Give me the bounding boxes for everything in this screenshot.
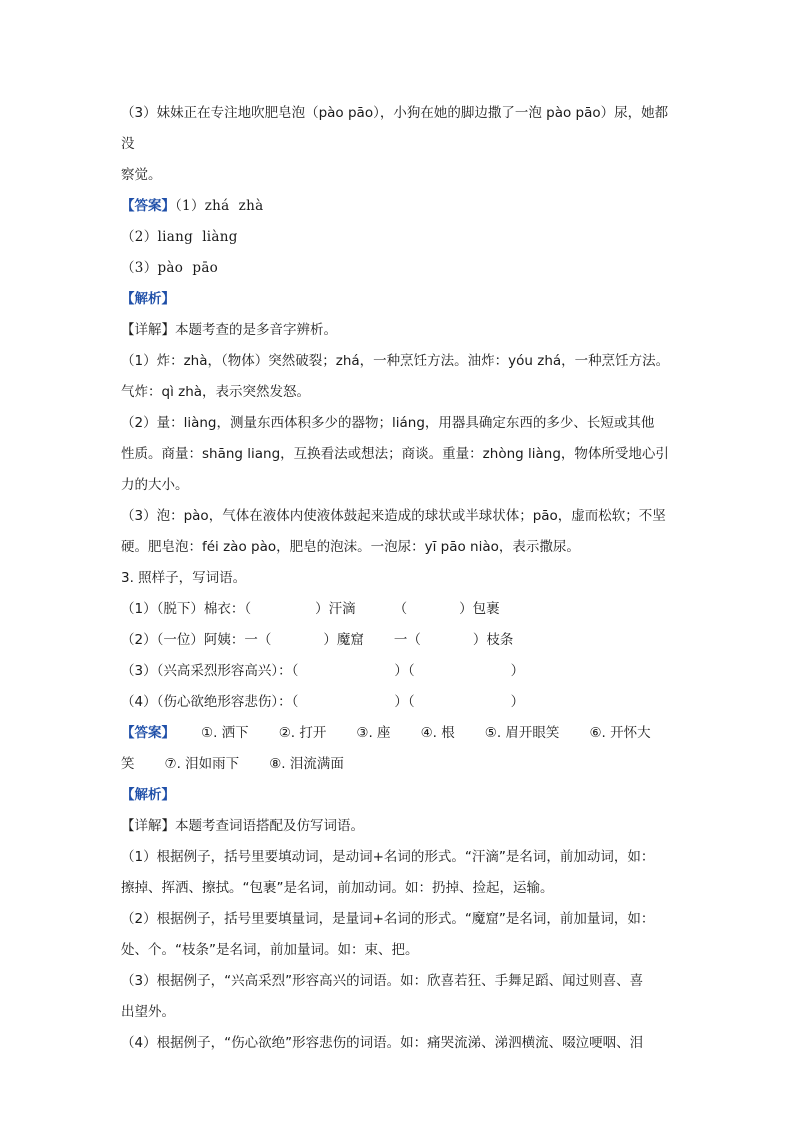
question-2-item-3-line-1: （3）妹妹正在专注地吹肥皂泡（pào pāo），小狗在她的脚边撒了一泡 pào pāo）尿，她都没 xyxy=(121,105,669,152)
analysis-1-p1a: （1）炸：zhà，（物体）突然破裂；zhá，一种烹饪方法。油炸：yóu zhá，一种烹饪方法。 xyxy=(121,353,670,369)
question-3-row-1 xyxy=(121,594,677,625)
answer-3-item: ⑦. 泪如雨下 xyxy=(164,756,240,772)
answer-3-item: ⑤. 眉开眼笑 xyxy=(484,725,560,741)
answer-1-line-1: （1）zhá zhà xyxy=(175,198,264,214)
analysis-1-p3b: 硬。肥皂泡：féi zào pào，肥皂的泡沫。一泡尿：yī pāo niào，表示撒尿。 xyxy=(121,539,580,555)
analysis-1-detail xyxy=(121,315,677,346)
answer-3-item: ③. 座 xyxy=(356,725,391,741)
answer-1-heading xyxy=(121,191,677,222)
analysis-3-p1b: 擦掉、挥洒、擦拭。“包裹”是名词，前加动词。如：扔掉、捡起，运输。 xyxy=(121,880,554,896)
answer-3-item: ②. 打开 xyxy=(278,725,327,741)
analysis-1-p2a: （2）量：liàng，测量东西体积多少的器物；liáng，用器具确定东西的多少、长短或其他 xyxy=(121,415,655,431)
document-content xyxy=(121,98,677,1059)
row-2-open2: 一（ xyxy=(393,632,421,648)
row-4-label: （4）（伤心欲绝形容悲伤）：（ xyxy=(121,694,299,710)
row-1-label: （1）（脱下）棉衣：（ xyxy=(121,601,252,617)
row-1-open2: （ xyxy=(393,601,408,617)
row-3-end: ） xyxy=(510,663,525,679)
answer-3-item: 笑 xyxy=(121,756,135,772)
answer-1-line-2: （2）liang liàng xyxy=(121,229,238,245)
detail-text: 本题考查词语搭配及仿写词语。 xyxy=(175,818,364,834)
analysis-1-tag: 【解析】 xyxy=(121,291,175,307)
detail-tag: 【详解】 xyxy=(121,322,175,338)
answer-3-item: ①. 洒下 xyxy=(201,725,249,741)
row-1-mid: ）汗滴 xyxy=(315,601,356,617)
analysis-3-detail xyxy=(121,811,677,842)
row-4-end: ） xyxy=(510,694,525,710)
analysis-3-p2a: （2）根据例子，括号里要填量词，是量词+名词的形式。“魔窟”是名词，前加量词，如： xyxy=(121,911,655,927)
detail-text: 本题考查的是多音字辨析。 xyxy=(175,322,337,338)
analysis-1-p2c: 力的大小。 xyxy=(121,477,189,493)
answer-3-line-1 xyxy=(121,718,677,749)
analysis-1-p3a: （3）泡：pào，气体在液体内使液体鼓起来造成的球状或半球状体；pāo，虚而松软；不坚 xyxy=(121,508,666,524)
answer-tag: 【答案】 xyxy=(121,198,175,214)
question-3-row-2 xyxy=(121,625,677,656)
analysis-3-tag: 【解析】 xyxy=(121,787,175,803)
row-1-end: ）包裹 xyxy=(459,601,500,617)
row-2-end: ）枝条 xyxy=(472,632,514,648)
question-3-row-4 xyxy=(121,687,677,718)
answer-3-item: ⑥. 开怀大 xyxy=(589,725,651,741)
analysis-3-p1a: （1）根据例子，括号里要填动词，是动词+名词的形式。“汗滴”是名词，前加动词，如： xyxy=(121,849,655,865)
analysis-1-p2b: 性质。商量：shāng liang，互换看法或想法；商谈。重量：zhòng liàng，物体所受地心引 xyxy=(121,446,669,462)
answer-3-item: ④. 根 xyxy=(420,725,455,741)
analysis-3-p3b: 出望外。 xyxy=(121,1004,175,1020)
row-3-mid: ）（ xyxy=(394,663,415,679)
analysis-3-p2b: 处、个。“枝条”是名词，前加量词。如：束、把。 xyxy=(121,942,419,958)
question-2-item-3-line-2: 察觉。 xyxy=(121,167,162,183)
question-3-row-3 xyxy=(121,656,677,687)
row-4-mid: ）（ xyxy=(394,694,415,710)
row-3-label: （3）（兴高采烈形容高兴）：（ xyxy=(121,663,299,679)
answer-1-line-3: （3）pào pāo xyxy=(121,260,219,276)
answer-3-line-2 xyxy=(121,749,677,780)
analysis-3-p3a: （3）根据例子，“兴高采烈”形容高兴的词语。如：欣喜若狂、手舞足蹈、闻过则喜、喜 xyxy=(121,973,644,989)
detail-tag: 【详解】 xyxy=(121,818,175,834)
analysis-3-p4a: （4）根据例子，“伤心欲绝”形容悲伤的词语。如：痛哭流涕、涕泗横流、啜泣哽咽、泪 xyxy=(121,1035,644,1051)
row-2-label: （2）（一位）阿姨：一（ xyxy=(121,632,272,648)
answer-3-item: ⑧. 泪流满面 xyxy=(269,756,344,772)
answer-3-tag: 【答案】 xyxy=(121,725,175,741)
row-2-mid: ）魔窟 xyxy=(323,632,364,648)
question-3-title: 3. 照样子，写词语。 xyxy=(121,570,247,586)
analysis-1-p1b: 气炸：qì zhà，表示突然发怒。 xyxy=(121,384,311,400)
